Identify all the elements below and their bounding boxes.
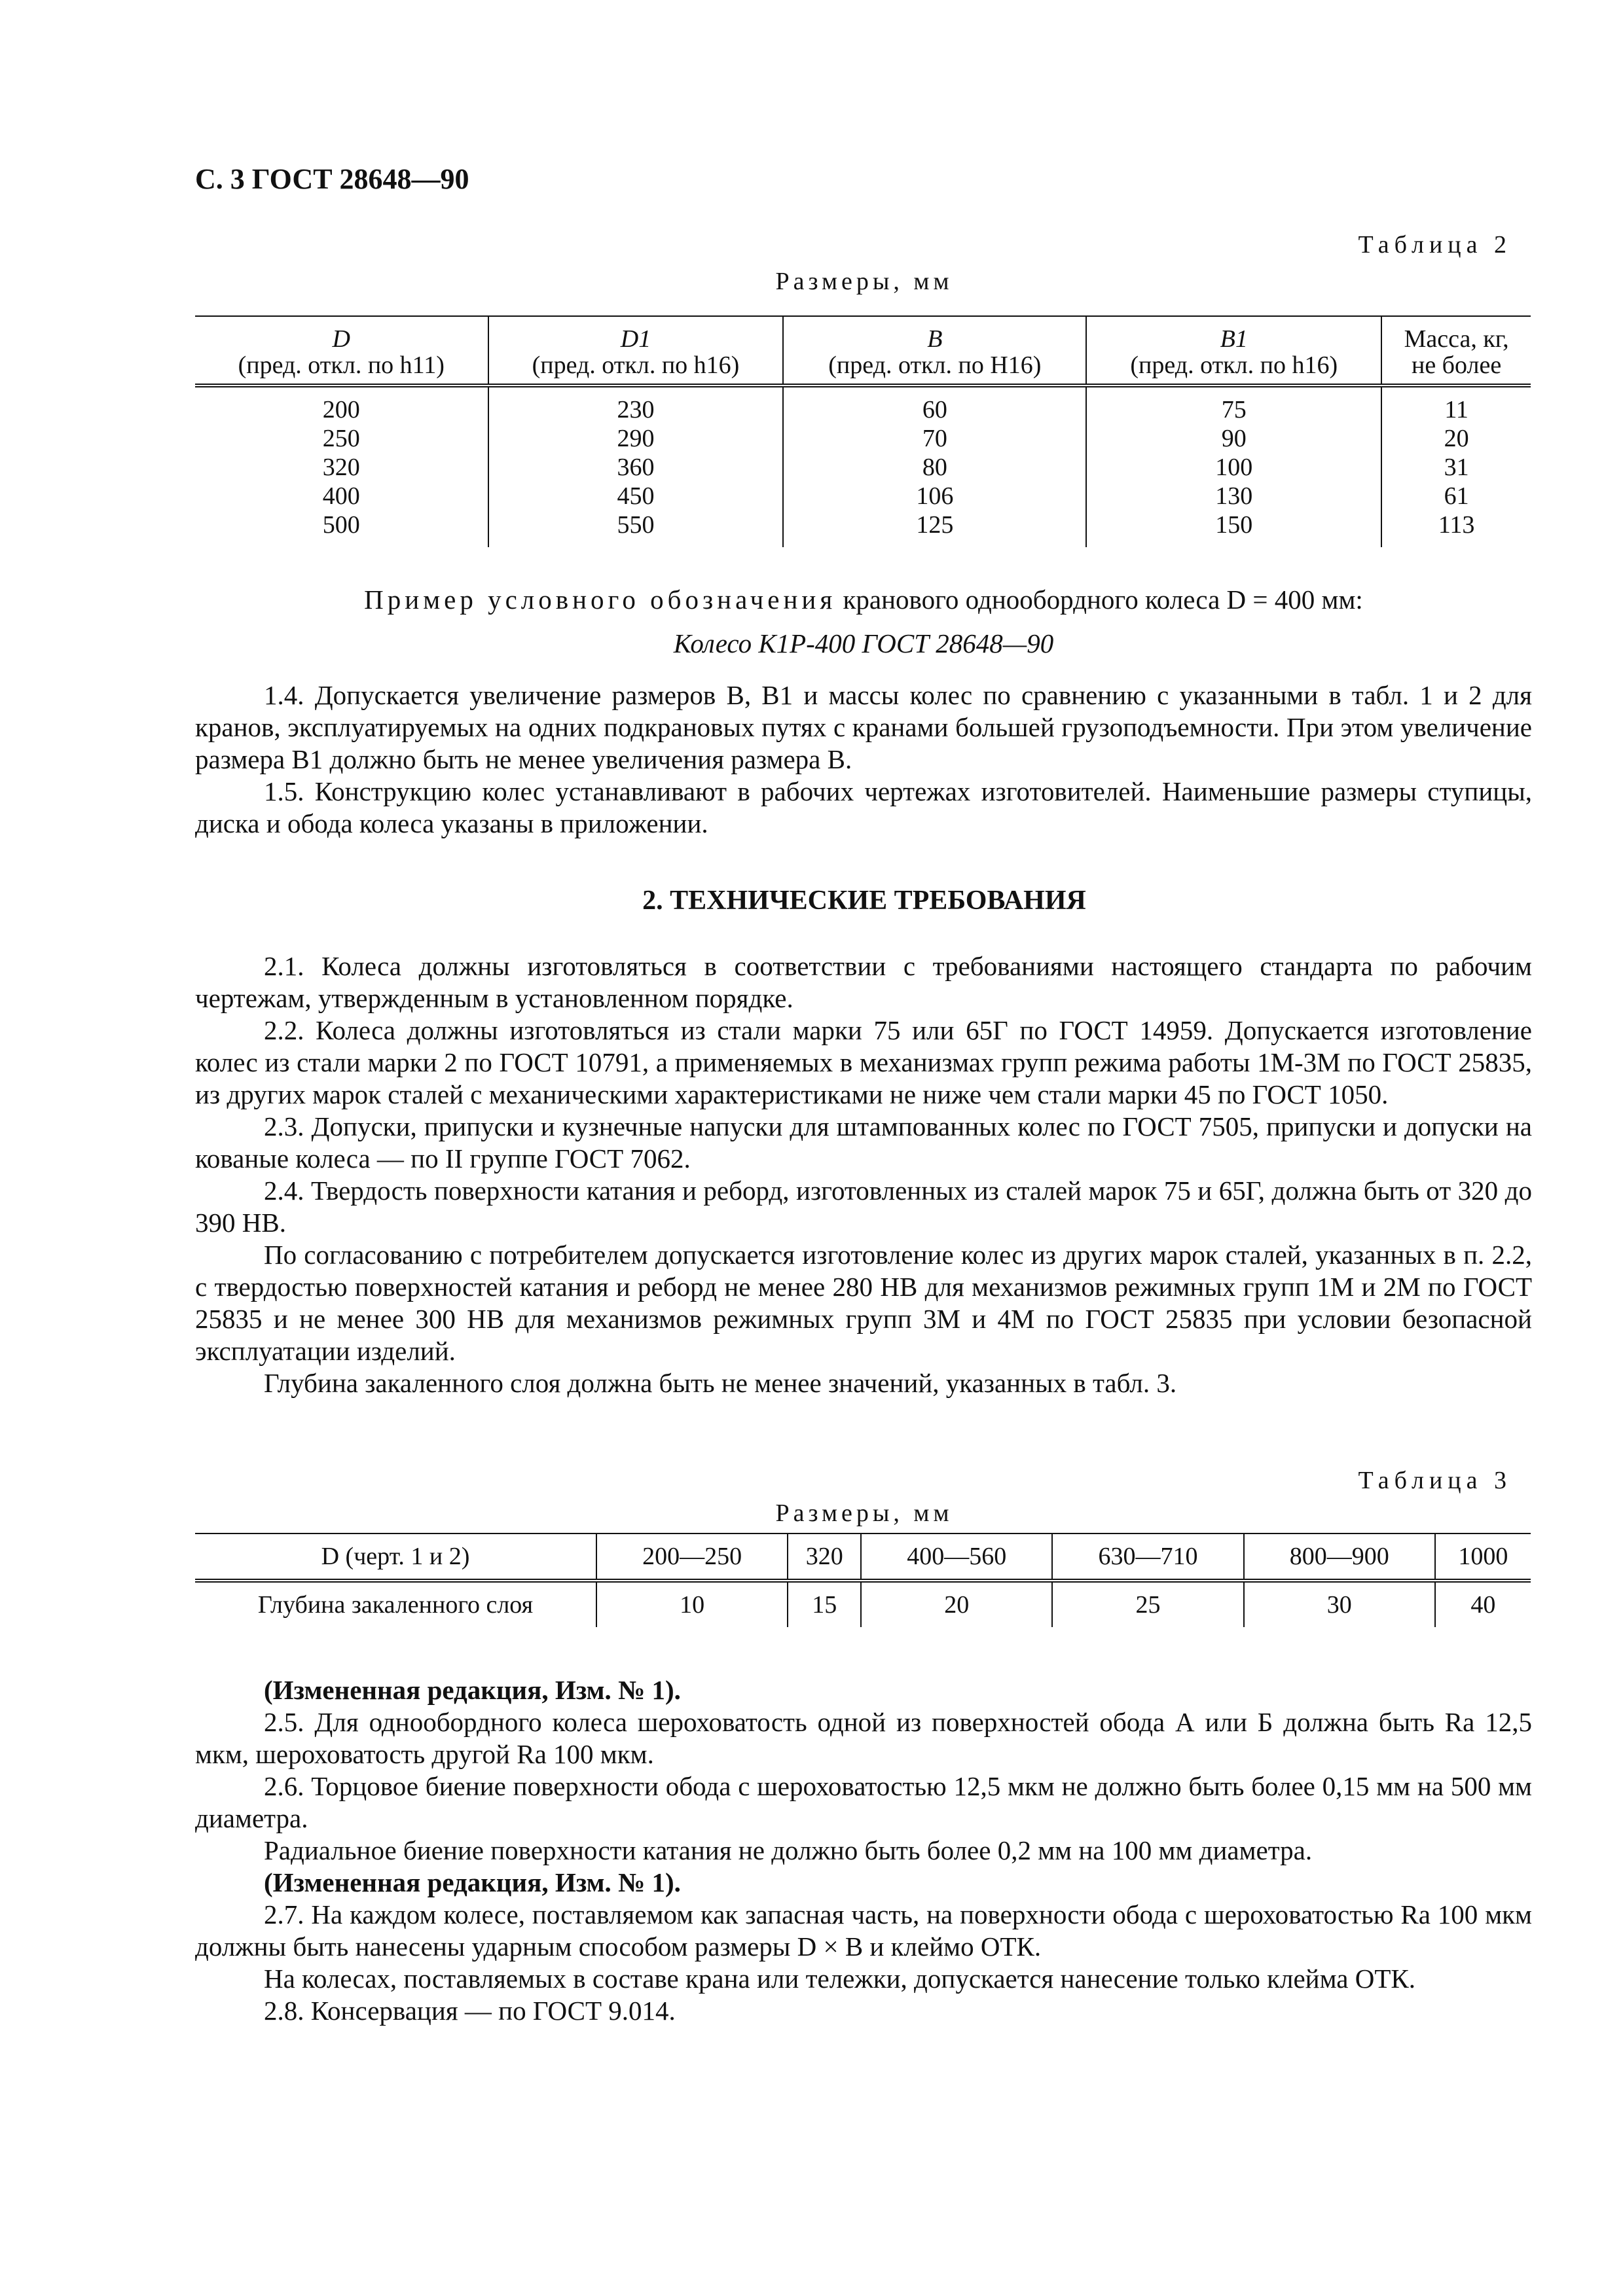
table2-cell-b: 60 70 80 106 125 (783, 386, 1086, 547)
table2-data (195, 386, 1531, 547)
clause-2-7: 2.7. На каждом колесе, поставляемом как запасная часть, на поверхности обода с шероховатостью Ra 100 мкм должны быть нанесены ударным способом размеры D × B и клеймо ОТК. (195, 1899, 1532, 1962)
table2-col-header: D1 (пред. откл. по h16) (488, 316, 784, 386)
table2-header-row (195, 316, 1531, 386)
table3-cell: 30 (1244, 1581, 1435, 1627)
section-2-body-cont (195, 1674, 1532, 2027)
table2-cell-mass: 11 20 31 61 113 (1381, 386, 1531, 547)
clause-1-5: 1.5. Конструкцию колес устанавливают в рабочих чертежах изготовителей. Наименьшие размеры ступицы, диска и обода колеса указаны в приложении. (195, 776, 1532, 838)
table3-cell: 1000 (1435, 1534, 1531, 1581)
clause-2-4-agreement: По согласованию с потребителем допускается изготовление колес из других марок сталей, указанных в п. 2.2, с твердостью поверхностей катания и реборд не менее 280 НВ для механизмов режимных групп 1М и 2М по ГОСТ 25835 и не менее 300 НВ для механизмов режимных групп 3М и 4М по ГОСТ 25835 при условии безопасной эксплуатации изделий. (195, 1240, 1532, 1366)
table3-cell: 400—560 (861, 1534, 1052, 1581)
table3-cell: 40 (1435, 1581, 1531, 1627)
table2-caption: Таблица 2 (1358, 231, 1512, 259)
amendment-note: (Измененная редакция, Изм. № 1). (264, 1675, 681, 1705)
table3-subcaption: Размеры, мм (775, 1499, 953, 1527)
table3-cell: 15 (788, 1581, 861, 1627)
table2-cell-d1: 230 290 360 450 550 (488, 386, 784, 547)
table3 (195, 1533, 1531, 1627)
table3-cell: 200—250 (596, 1534, 788, 1581)
table2-col-header: B1 (пред. откл. по h16) (1086, 316, 1381, 386)
example-designation: Колесо К1Р-400 ГОСТ 28648—90 (673, 628, 1054, 658)
table3-cell: 320 (788, 1534, 861, 1581)
table3-cell: 10 (596, 1581, 788, 1627)
table3-caption: Таблица 3 (1358, 1467, 1512, 1494)
table2-col-header: B (пред. откл. по H16) (783, 316, 1086, 386)
table3-cell: 25 (1052, 1581, 1243, 1627)
clause-1-4: 1.4. Допускается увеличение размеров B, B1 и массы колес по сравнению с указанными в табл. 1 и 2 для кранов, эксплуатируемых на одних подкрановых путях с кранами большей грузоподъемности. При этом увеличение размера B1 должно быть не менее увеличения размера B. (195, 680, 1532, 774)
clause-2-8: 2.8. Консервация — по ГОСТ 9.014. (264, 1996, 676, 2026)
table3-row-d (195, 1534, 1531, 1581)
example-line: Пример условного обозначения кранового однообордного колеса D = 400 мм: (364, 584, 1363, 615)
clause-2-1: 2.1. Колеса должны изготовляться в соответствии с требованиями настоящего стандарта по рабочим чертежам, утвержденным в установленном порядке. (195, 951, 1532, 1013)
table2-cell-b1: 75 90 100 130 150 (1086, 386, 1381, 547)
clause-2-3: 2.3. Допуски, припуски и кузнечные напуски для штампованных колес по ГОСТ 7505, припуски и допуски на кованые колеса — по II группе ГОСТ 7062. (195, 1111, 1532, 1174)
clause-2-5: 2.5. Для однообордного колеса шероховатость одной из поверхностей обода А или Б должна быть Ra 12,5 мкм, шероховатость другой Ra 100 мкм. (195, 1707, 1532, 1769)
clause-2-7-crane: На колесах, поставляемых в составе крана или тележки, допускается нанесение только клейма ОТК. (264, 1964, 1415, 1994)
table2-col-header: D (пред. откл. по h11) (195, 316, 488, 386)
section-2-title: 2. ТЕХНИЧЕСКИЕ ТРЕБОВАНИЯ (642, 886, 1086, 916)
section-2-body (195, 950, 1532, 1399)
table3-label-depth: Глубина закаленного слоя (195, 1581, 596, 1627)
table3-label-d: D (черт. 1 и 2) (195, 1534, 596, 1581)
amendment-note: (Измененная редакция, Изм. № 1). (264, 1867, 681, 1897)
example-block (195, 584, 1532, 660)
clause-2-6: 2.6. Торцовое биение поверхности обода с шероховатостью 12,5 мкм не должно быть более 0,15 мм на 500 мм диаметра. (195, 1771, 1532, 1833)
clause-2-4-depth: Глубина закаленного слоя должна быть не менее значений, указанных в табл. 3. (264, 1368, 1177, 1398)
clause-2-6-radial: Радиальное биение поверхности катания не должно быть более 0,2 мм на 100 мм диаметра. (264, 1835, 1313, 1865)
table2-col-header: Масса, кг, не более (1381, 316, 1531, 386)
table3-cell: 800—900 (1244, 1534, 1435, 1581)
clause-1-block (195, 679, 1532, 840)
table3-cell: 20 (861, 1581, 1052, 1627)
table2-subcaption: Размеры, мм (775, 268, 953, 295)
table2 (195, 315, 1531, 547)
page-header: С. 3 ГОСТ 28648—90 (195, 163, 469, 195)
table2-cell-d: 200 250 320 400 500 (322, 396, 360, 539)
clause-2-4: 2.4. Твердость поверхности катания и реборд, изготовленных из сталей марок 75 и 65Г, должна быть от 320 до 390 НВ. (195, 1175, 1532, 1238)
clause-2-2: 2.2. Колеса должны изготовляться из стали марки 75 или 65Г по ГОСТ 14959. Допускается изготовление колес из стали марки 2 по ГОСТ 10791, а применяемых в механизмах групп режима работы 1М-3М по ГОСТ 25835, из других марок сталей с механическими характеристиками не ниже чем стали марки 45 по ГОСТ 1050. (195, 1015, 1532, 1109)
table3-row-depth (195, 1581, 1531, 1627)
table3-cell: 630—710 (1052, 1534, 1243, 1581)
